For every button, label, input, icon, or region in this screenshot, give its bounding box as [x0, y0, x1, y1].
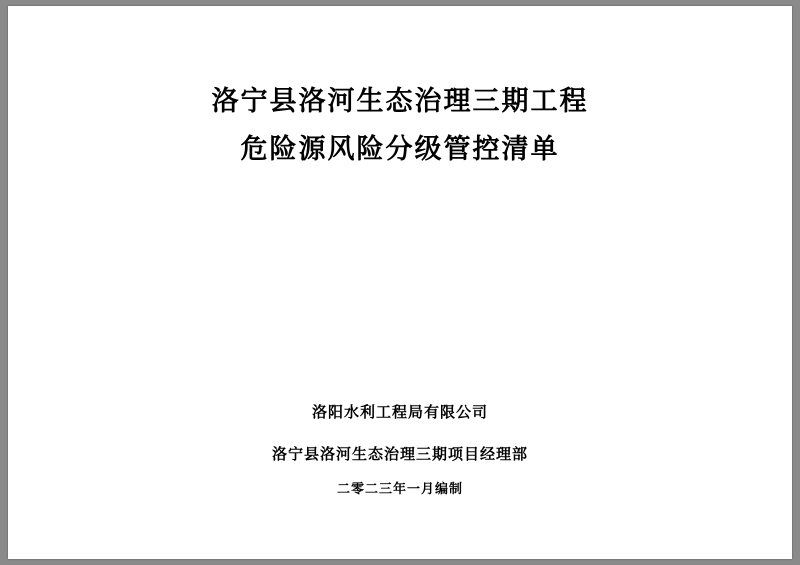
title-line-2: 危险源风险分级管控清单: [240, 134, 560, 165]
compilation-date: 二零二三年一月编制: [336, 482, 463, 497]
document-footer: [8, 391, 792, 505]
department-name: 洛宁县洛河生态治理三期项目经理部: [271, 445, 528, 463]
cover-page-content: [8, 6, 792, 559]
document-page: [8, 6, 792, 559]
document-title: [8, 78, 792, 174]
organization-name: 洛阳水利工程局有限公司: [311, 403, 488, 421]
title-line-1: 洛宁县洛河生态治理三期工程: [211, 86, 589, 117]
